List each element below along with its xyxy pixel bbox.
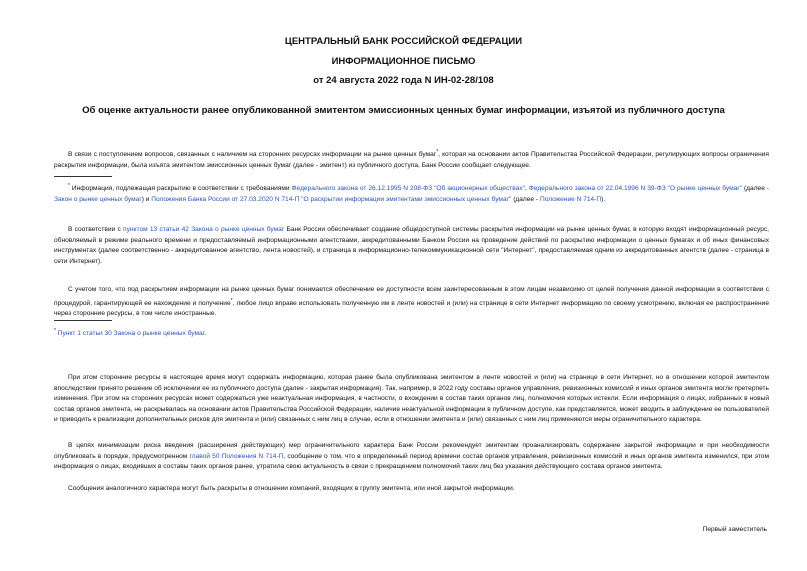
issuer-heading: ЦЕНТРАЛЬНЫЙ БАНК РОССИЙСКОЙ ФЕДЕРАЦИИ xyxy=(284,36,523,47)
footnote-mark-2: * xyxy=(54,328,56,334)
footnote-divider-2 xyxy=(54,320,112,321)
link-regulation-714p-short[interactable]: Положение N 714-П xyxy=(539,195,602,203)
paragraph-4: При этом сторонние ресурсы в настоящее время могут содержать информацию, которая ранее была опубликована эмитентом в ленте новостей и (или) на странице в сети Интернет, но в отношении которой эмитентом впоследствии принято решение об исключении ее из публичного доступа (далее - закрытая информация). Так, например, в 2022 году составы органов управления, ревизионных комиссий и иных органов эмитента могли претерпеть изменения. При этом на сторонних ресурсах может содержаться уже неактуальная информация, в частности, о вхождении в состав таких органов лиц, полномочия которых истекли. Если информация о лицах, избранных в новый состав органов эмитента, не раскрывалась на основании актов Правительства Российской Федерации, наличие неактуальной информации в публичном доступе, как представляется, может вводить в заблуждение ее пользователей и приводить к реализации дополнительных рисков для эмитента и (или) связанных с ним лиц в случае, если в отношении эмитента и (или) связанных с ним лиц применяются меры ограничительного характера. xyxy=(54,374,769,424)
document-title: Об оценке актуальности ранее опубликованной эмитентом эмиссионных ценных бумаг информации, изъятой из публичного доступа xyxy=(82,105,725,116)
document-type: ИНФОРМАЦИОННОЕ ПИСЬМО xyxy=(331,56,476,67)
link-article-42[interactable]: пунктом 13 статьи 42 Закона о рынке ценных бумаг xyxy=(123,226,285,233)
footnote-2: * Пункт 1 статьи 30 Закона о рынке ценных бумаг. xyxy=(54,328,207,338)
link-regulation-714p[interactable]: Положения Банка России от 27.03.2020 N 714-П "О раскрытии информации эмитентами эмиссионных ценных бумаг" xyxy=(151,195,512,203)
link-securities-law[interactable]: Закон о рынке ценных бумаг xyxy=(54,195,142,203)
paragraph-5: В целях минимизации риска введения (расширения действующих) мер ограничительного характера Банк России рекомендует эмитентам проанализировать содержание закрытой информации и при необходимости опубликовать в порядке, предусмотренном главой 50 Положения N 714-П, сообщение о том, что в определенный период времени состав органов управления, ревизионных комиссий и иных органов эмитента изменился, при этом информация о лицах, входивших в составы таких органов ранее, утратила свою актуальность в связи с прекращением полномочий таких лиц без указания действующего состава органов эмитента. xyxy=(54,442,770,471)
footnote-1: * Информация, подлежащая раскрытию в соответствии с требованиями Федерального закона от 26.12.1995 N 208-ФЗ "Об акционерных обществах", Федерального закона от 22.04.1996 N 39-ФЗ "О рынке ценных бумаг" (далее - Закон о рынке ценных бумаг) и Положения Банка России от 27.03.2020 N 714-П "О раскрытии информации эмитентами эмиссионных ценных бумаг" (далее - Положение N 714-П). xyxy=(54,183,769,203)
link-law-208-fz[interactable]: Федерального закона от 26.12.1995 N 208-ФЗ "Об акционерных обществах" xyxy=(291,185,526,193)
footnote-mark-1: * xyxy=(68,183,70,189)
paragraph-3: С учетом того, что под раскрытием информации на рынке ценных бумаг понимается обеспечение ее доступности всем заинтересованным в этом лицам независимо от целей получения данной информации в соответствии с процедурой, гарантирующей ее нахождение и получение*, любое лицо вправе использовать полученную им в ленте новостей и (или) на странице в сети Интернет информацию по своему усмотрению, включая ее распространение через сторонние ресурсы, в том числе иностранные. xyxy=(54,286,769,318)
paragraph-1: В связи с поступлением вопросов, связанных с наличием на сторонних ресурсах информации на рынке ценных бумаг*, которая на основании актов Правительства Российской Федерации, регулирующих вопросы ограничения раскрытия информации, была изъята эмитентом эмиссионных ценных бумаг (далее - эмитент) из публичного доступа, Банк России сообщает следующее. xyxy=(54,149,769,169)
link-law-39-fz[interactable]: Федерального закона от 22.04.1996 N 39-ФЗ "О рынке ценных бумаг" xyxy=(528,185,743,193)
footnote-ref-2[interactable]: * xyxy=(230,297,233,304)
link-article-30[interactable]: Пункт 1 статьи 30 Закона о рынке ценных бумаг xyxy=(57,330,205,338)
signature-title: Первый заместитель xyxy=(702,526,767,533)
paragraph-2: В соответствии с пунктом 13 статьи 42 Закона о рынке ценных бумаг Банк России обеспечивает создание общедоступной системы раскрытия информации на рынке ценных бумаг, в которую входят информационный ресурс, обновляемый в режиме реального времени и предоставляемый информационными агентствами, аккредитованными Банком России на проведение действий по раскрытию информации о ценных бумагах и об иных финансовых инструментах (далее соответственно - аккредитованное агентство, лента новостей), и страница в информационно-телекоммуникационной сети "Интернет", предоставляемая одним из аккредитованных агентств (далее - страница в сети Интернет). xyxy=(54,226,769,265)
footnote-divider-1 xyxy=(54,176,112,177)
paragraph-6: Сообщения аналогичного характера могут быть раскрыты в отношении компаний, входящих в группу эмитента, или иной закрытой информации. xyxy=(68,485,515,492)
document-date-number: от 24 августа 2022 года N ИН-02-28/108 xyxy=(313,75,494,86)
link-chapter-50[interactable]: главой 50 Положения N 714-П xyxy=(189,452,284,460)
footnote-ref-1[interactable]: * xyxy=(436,149,439,155)
